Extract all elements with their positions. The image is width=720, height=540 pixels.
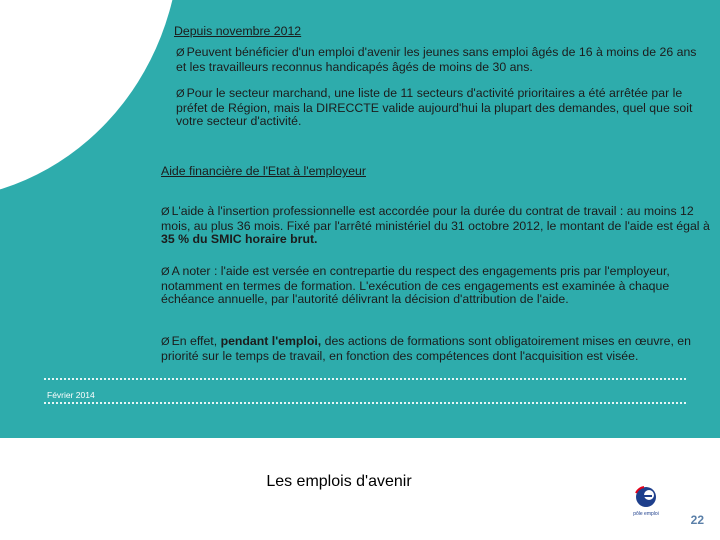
section-heading-since-nov-2012: Depuis novembre 2012 (174, 24, 302, 38)
divider-bottom (44, 402, 686, 404)
paragraph-aid-duration: Ø L'aide à l'insertion professionnelle est accordée pour la durée du contrat de travail : au moins 12 mois, au plus 36 mois. Fixé par l'arrêté ministériel du 31 octobre 2012, le montant de l'aide est égal à 35 % du SMIC horaire brut. (161, 204, 710, 247)
arrow-bullet-icon: Ø (161, 336, 170, 348)
paragraph-note-commitments: Ø A noter : l'aide est versée en contrepartie du respect des engagements pris par l'employeur, notamment en termes de formation. L'exécution de ces engagements est examinée à chaque échéance annuelle, par l'autorité délivrant la décision d'attribution de l'aide. (161, 264, 670, 307)
arrow-bullet-icon: Ø (176, 88, 185, 100)
divider-top (44, 378, 686, 380)
pole-emploi-logo-icon (622, 485, 670, 519)
during-employment-emphasis: pendant l'emploi, (220, 334, 322, 348)
aid-amount-emphasis: 35 % du SMIC horaire brut. (161, 232, 318, 247)
arrow-bullet-icon: Ø (176, 47, 185, 59)
paragraph-eligibility: Ø Peuvent bénéficier d'un emploi d'avenir les jeunes sans emploi âgés de 16 à moins de 26 ans et les travailleurs reconnus handicapés âgés de moins de 30 ans. (176, 45, 697, 74)
section-heading-state-aid: Aide financière de l'Etat à l'employeur (161, 164, 366, 178)
arrow-bullet-icon: Ø (161, 206, 170, 218)
arrow-bullet-icon: Ø (161, 266, 170, 278)
paragraph-training: Ø En effet, pendant l'emploi, des actions de formations sont obligatoirement mises en œuvre, en priorité sur le temps de travail, en fonction des compétences dont l'acquisition est visée. (161, 334, 691, 363)
logo-caption: pôle emploi (633, 511, 659, 517)
footer-date: Février 2014 (47, 390, 95, 400)
footer-title: Les emplois d'avenir (266, 473, 412, 490)
paragraph-market-sector: Ø Pour le secteur marchand, une liste de 11 secteurs d'activité prioritaires a été arrêtée par le préfet de Région, mais la DIRECCTE valide aujourd'hui la plupart des demandes, quel que soit votre secteur d'activité. (176, 86, 693, 129)
page-number: 22 (690, 513, 704, 527)
